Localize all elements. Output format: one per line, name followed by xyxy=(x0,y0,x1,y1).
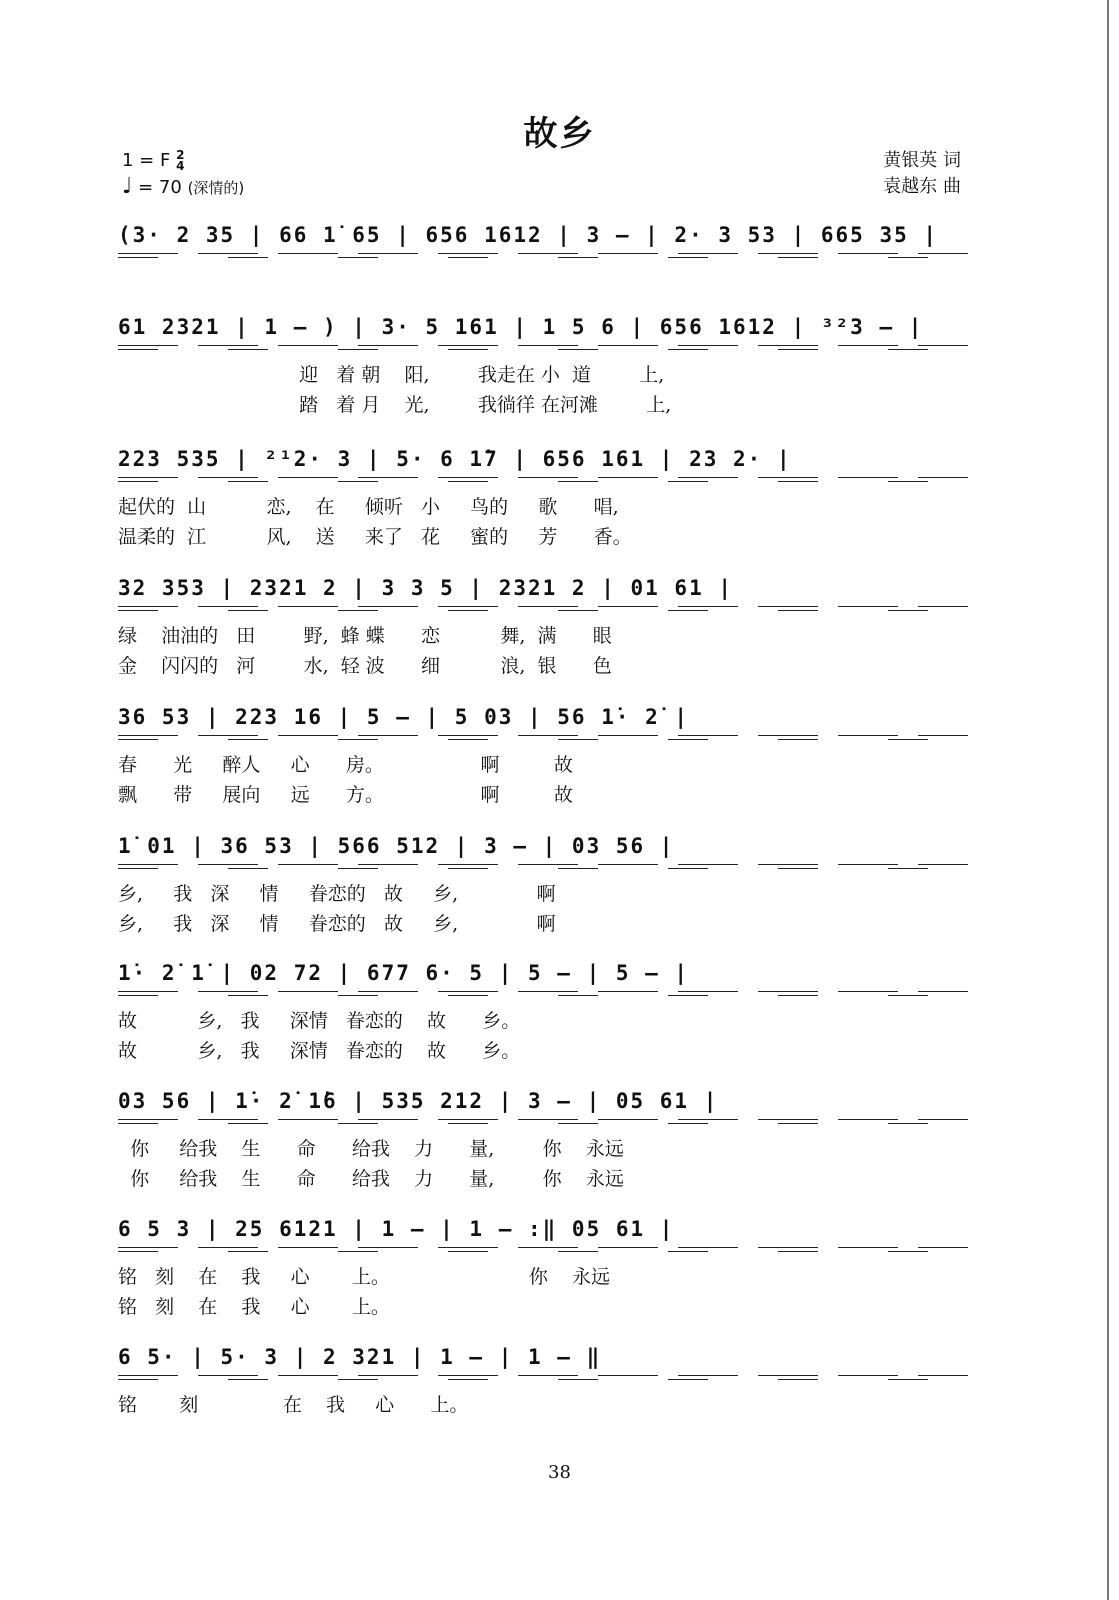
quarter-note-icon: ♩ xyxy=(122,174,133,199)
double-underline-beam xyxy=(118,349,968,350)
tempo-row xyxy=(122,174,244,200)
time-numerator: 2 xyxy=(176,148,185,162)
lyric-line: 温柔的 江 风, 送 来了 花 蜜的 芳 香。 xyxy=(118,526,632,548)
lyric-line: 春 光 醉人 心 房。 啊 故 xyxy=(118,754,573,776)
underline-beam xyxy=(118,253,968,254)
double-underline-beam xyxy=(118,257,968,258)
lyric-line: 金 闪闪的 河 水, 轻 波 细 浪, 银 色 xyxy=(118,655,612,677)
underline-beam xyxy=(118,864,968,865)
underline-beam xyxy=(118,1119,968,1120)
double-underline-beam xyxy=(118,1251,968,1252)
double-underline-beam xyxy=(118,1123,968,1124)
notation-line: 36 53 | 223 16 | 5 – | 5 03 | 56 1̇· 2̇ | xyxy=(118,705,690,729)
underline-beam xyxy=(118,735,968,736)
tempo-value: = 70 xyxy=(138,177,182,198)
key-signature: 1 = F xyxy=(122,150,171,171)
lyric-line: 迎 着 朝 阳, 我走在 小 道 上, xyxy=(118,364,665,386)
double-underline-beam xyxy=(118,1379,968,1380)
underline-beam xyxy=(118,477,968,478)
lyric-line: 飘 带 展向 远 方。 啊 故 xyxy=(118,784,573,806)
double-underline-beam xyxy=(118,995,968,996)
double-underline-beam xyxy=(118,610,968,611)
double-underline-beam xyxy=(118,868,968,869)
lyric-line: 铭 刻 在 我 心 上。 xyxy=(118,1394,469,1416)
song-title: 故乡 xyxy=(523,114,596,154)
underline-beam xyxy=(118,1247,968,1248)
notation-line: 6 5 3 | 25 6121 | 1 – | 1 – :‖ 05 61 | xyxy=(118,1217,675,1241)
page-edge-line xyxy=(1107,0,1109,1600)
lyric-line: 故 乡, 我 深情 眷恋的 故 乡。 xyxy=(118,1010,521,1032)
lyric-line: 乡, 我 深 情 眷恋的 故 乡, 啊 xyxy=(118,883,556,905)
page-number: 38 xyxy=(548,1462,571,1483)
song-meta-left xyxy=(122,148,244,200)
notation-line: (3· 2 35 | 66 1̇ 65 | 656 1612 | 3 – | 2· 3 53 | 665 35 | xyxy=(118,223,939,247)
tempo-expression: (深情的) xyxy=(187,179,245,197)
notation-line: 61 2321 | 1 – ) | 3· 5 161 | 1 5 6 | 656 1612 | ³²3 – | xyxy=(118,315,924,339)
key-time-row xyxy=(122,148,244,174)
underline-beam xyxy=(118,606,968,607)
song-credits xyxy=(883,148,961,200)
lyric-line: 铭 刻 在 我 心 上。 xyxy=(118,1296,390,1318)
lyric-line: 你 给我 生 命 给我 力 量, 你 永远 xyxy=(118,1168,624,1190)
lyric-line: 故 乡, 我 深情 眷恋的 故 乡。 xyxy=(118,1040,521,1062)
underline-beam xyxy=(118,345,968,346)
underline-beam xyxy=(118,991,968,992)
composer: 袁越东 曲 xyxy=(883,176,961,197)
lyric-line: 踏 着 月 光, 我徜徉 在河滩 上, xyxy=(118,394,672,416)
lyric-line: 铭 刻 在 我 心 上。 你 永远 xyxy=(118,1266,610,1288)
notation-line: 6 5· | 5· 3 | 2 321 | 1 – | 1 – ‖ xyxy=(118,1345,602,1369)
underline-beam xyxy=(118,1375,968,1376)
lyricist: 黄银英 词 xyxy=(883,150,961,171)
notation-line: 223 535 | ²¹2· 3 | 5· 6 1̇7 | 656 161 | 23 2· | xyxy=(118,447,792,471)
lyric-line: 绿 油油的 田 野, 蜂 蝶 恋 舞, 满 眼 xyxy=(118,625,612,647)
time-signature xyxy=(176,150,184,172)
notation-line: 32 353 | 2321 2 | 3 3 5 | 2321 2 | 01 61 | xyxy=(118,576,734,600)
notation-line: 03 56 | 1̇· 2̇ 1̇6 | 535 212 | 3 – | 05 61 | xyxy=(118,1089,719,1113)
double-underline-beam xyxy=(118,739,968,740)
lyric-line: 起伏的 山 恋, 在 倾听 小 鸟的 歌 唱, xyxy=(118,496,619,518)
time-denominator: 4 xyxy=(176,159,185,173)
notation-line: 1̇ 01 | 36 53 | 566 512 | 3 – | 03 56 | xyxy=(118,834,675,858)
lyric-line: 你 给我 生 命 给我 力 量, 你 永远 xyxy=(118,1138,624,1160)
notation-line: 1̇· 2̇ 1̇ | 02 72 | 677 6· 5 | 5 – | 5 – | xyxy=(118,961,690,985)
lyric-line: 乡, 我 深 情 眷恋的 故 乡, 啊 xyxy=(118,913,556,935)
double-underline-beam xyxy=(118,481,968,482)
